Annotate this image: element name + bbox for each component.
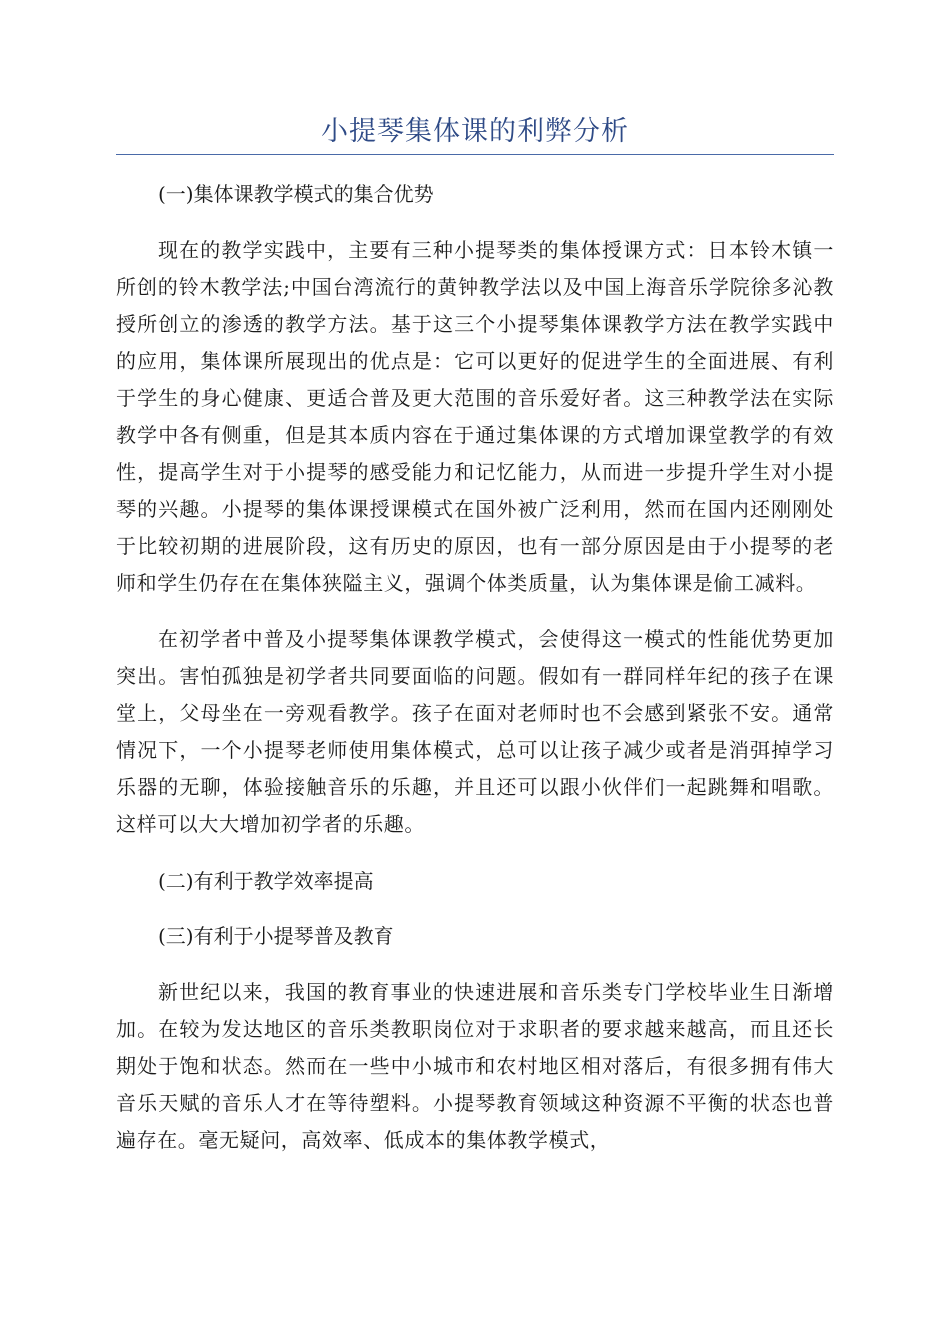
paragraph-2: 在初学者中普及小提琴集体课教学模式，会使得这一模式的性能优势更加突出。害怕孤独是初学者共同要面临的问题。假如有一群同样年纪的孩子在课堂上，父母坐在一旁观看教学。孩子在面对老师时也不会感到紧张不安。通常情况下，一个小提琴老师使用集体模式，总可以让孩子减少或者是消弭掉学习乐器的无聊，体验接触音乐的乐趣，并且还可以跟小伙伴们一起跳舞和唱歌。这样可以大大增加初学者的乐趣。	[116, 627, 834, 836]
title-underline	[116, 154, 834, 155]
section-heading-2: (二)有利于教学效率提高	[158, 869, 374, 893]
document-title: 小提琴集体课的利弊分析	[321, 116, 629, 147]
document-body	[116, 174, 834, 1159]
paragraph-1: 现在的教学实践中，主要有三种小提琴类的集体授课方式：日本铃木镇一所创的铃木教学法;中国台湾流行的黄钟教学法以及中国上海音乐学院徐多沁教授所创立的渗透的教学方法。基于这三个小提琴集体课教学方法在教学实践中的应用，集体课所展现出的优点是：它可以更好的促进学生的全面进展、有利于学生的身心健康、更适合普及更大范围的音乐爱好者。这三种教学法在实际教学中各有侧重，但是其本质内容在于通过集体课的方式增加课堂教学的有效性，提高学生对于小提琴的感受能力和记忆能力，从而进一步提升学生对小提琴的兴趣。小提琴的集体课授课模式在国外被广泛利用，然而在国内还刚刚处于比较初期的进展阶段，这有历史的原因，也有一部分原因是由于小提琴的老师和学生仍存在在集体狭隘主义，强调个体类质量，认为集体课是偷工减料。	[116, 238, 834, 595]
section-heading-3: (三)有利于小提琴普及教育	[158, 924, 394, 948]
section-heading-1: (一)集体课教学模式的集合优势	[158, 182, 434, 206]
paragraph-3: 新世纪以来，我国的教育事业的快速进展和音乐类专门学校毕业生日渐增加。在较为发达地区的音乐类教职岗位对于求职者的要求越来越高，而且还长期处于饱和状态。然而在一些中小城市和农村地区相对落后，有很多拥有伟大音乐天赋的音乐人才在等待塑料。小提琴教育领域这种资源不平衡的状态也普遍存在。毫无疑问，高效率、低成本的集体教学模式，	[116, 980, 834, 1152]
